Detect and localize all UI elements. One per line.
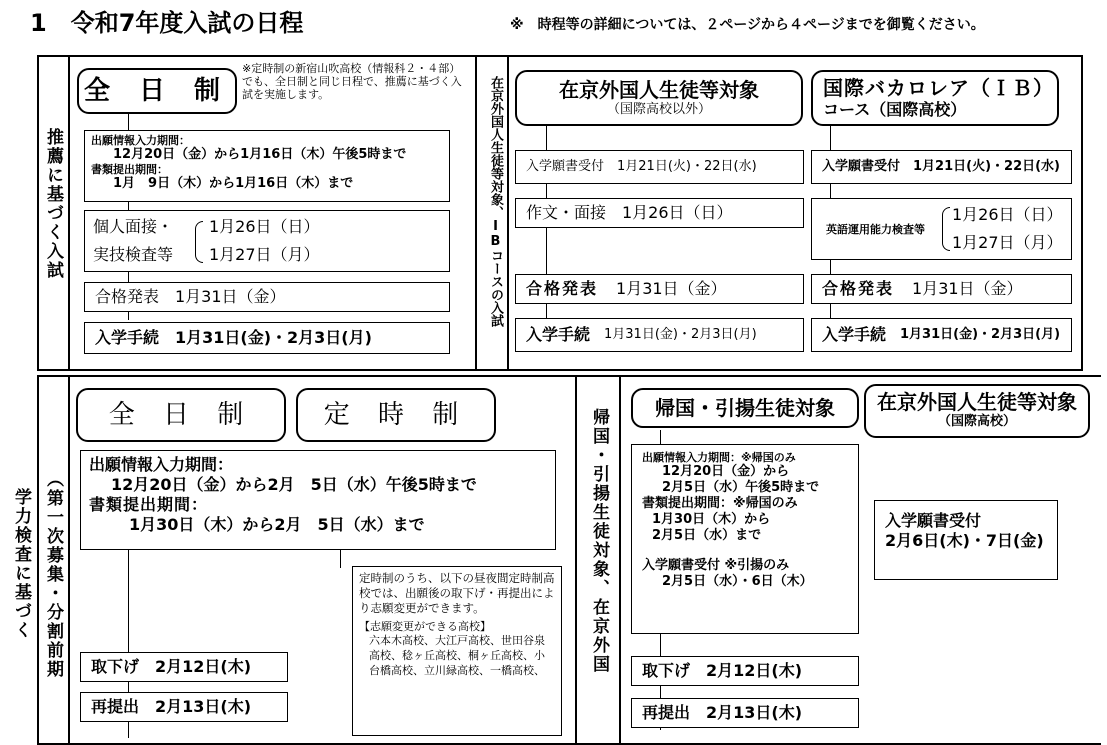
kikoku-withdraw: 取下げ 2月12日(木) [631,656,859,686]
gakuryoku-teiji-tag: 定 時 制 [296,388,496,442]
ib-ib-accept: 入学願書受付 1月21日(火)・22日(水) [811,150,1072,184]
kikoku-resubmit: 再提出 2月13日(木) [631,698,859,728]
kikoku-foreign-tag: 在京外国人生徒等対象 （国際高校） [864,384,1090,438]
ib-foreign-procedure: 入学手続 1月31日(金)・2月3日(月) [515,318,804,352]
ib-foreign-tag: 在京外国人生徒等対象 （国際高校以外） [515,70,803,126]
gakuryoku-resubmit: 再提出 2月13日(木) [80,692,288,722]
suisen-teiji-note: ※定時制の新宿山吹高校（情報科２・４部）でも、全日制と同じ日程で、推薦に基づく入試を実施します。 [242,62,462,101]
ib-ib-result: 合格発表 1月31日（金） [811,274,1072,304]
suisen-interview-box: 個人面接・ 実技検査等 1月26日（日） 1月27日（月） [84,210,450,272]
gakuryoku-teiji-note-box: 定時制のうち、以下の昼夜間定時制高校では、出願後の取下げ・再提出により志願変更ができます。 【志願変更ができる高校】 六本木高校、大江戸高校、世田谷泉高校、稔ヶ丘高校、桐ヶ丘高校、小台橋高校、立川緑高校、一橋高校、 [352,566,562,736]
ib-foreign-accept: 入学願書受付 1月21日(火)・22日(水) [515,150,804,184]
suisen-side-label: 推薦に基づく入試 [43,128,63,280]
gakuryoku-side-label-sub: （第一次募集・分割前期 [43,470,63,679]
gakuryoku-zennichi-tag: 全 日 制 [76,388,286,442]
gakuryoku-application-box: 出願情報入力期間： 12月20日（金）から2月 5日（水）午後5時まで 書類提出期間： 1月30日（木）から2月 5日（水）まで [80,450,556,550]
gakuryoku-side-label-main: 学力検査に基づく [11,488,31,640]
kikoku-side-label: 帰国・引揚生徒対象、在京外国 [589,408,609,674]
suisen-procedure: 入学手続 1月31日(金)・2月3日(月) [84,322,450,354]
suisen-result: 合格発表 1月31日（金） [84,282,450,312]
ib-english-box: 英語運用能力検査等 1月26日（日） 1月27日（月） [811,198,1072,260]
page-note: ※ 時程等の詳細については、２ページから４ページまでを御覧ください。 [510,17,985,33]
page-title: 1 令和7年度入試の日程 [30,9,304,37]
ib-side-label: 在京外国人生徒等対象、IBコースの入試 [488,76,503,327]
ib-ib-procedure: 入学手続 1月31日(金)・2月3日(月) [811,318,1072,352]
suisen-application-box: 出願情報入力期間： 12月20日（金）から1月16日（木）午後5時まで 書類提出期間： 1月 9日（木）から1月16日（木）まで [84,130,450,202]
ib-ib-tag: 国際バカロレア（ＩＢ） コース（国際高校） [811,70,1059,126]
kikoku-title-tag: 帰国・引揚生徒対象 [631,388,859,428]
kikoku-foreign-accept-box: 入学願書受付 2月6日(木)・7日(金) [874,500,1058,580]
gakuryoku-withdraw: 取下げ 2月12日(木) [80,652,288,682]
ib-foreign-essay: 作文・面接 1月26日（日） [515,198,804,228]
suisen-zennichi-tag: 全 日 制 [77,68,237,114]
ib-foreign-result: 合格発表 1月31日（金） [515,274,804,304]
kikoku-application-box: 出願情報入力期間：※帰国のみ 12月20日（金）から 2月5日（水）午後5時まで 書類提出期間：※帰国のみ 1月30日（木）から 2月5日（水）まで 入学願書受付 ※引揚のみ 2月5日（水）・6日（木） [631,444,859,634]
